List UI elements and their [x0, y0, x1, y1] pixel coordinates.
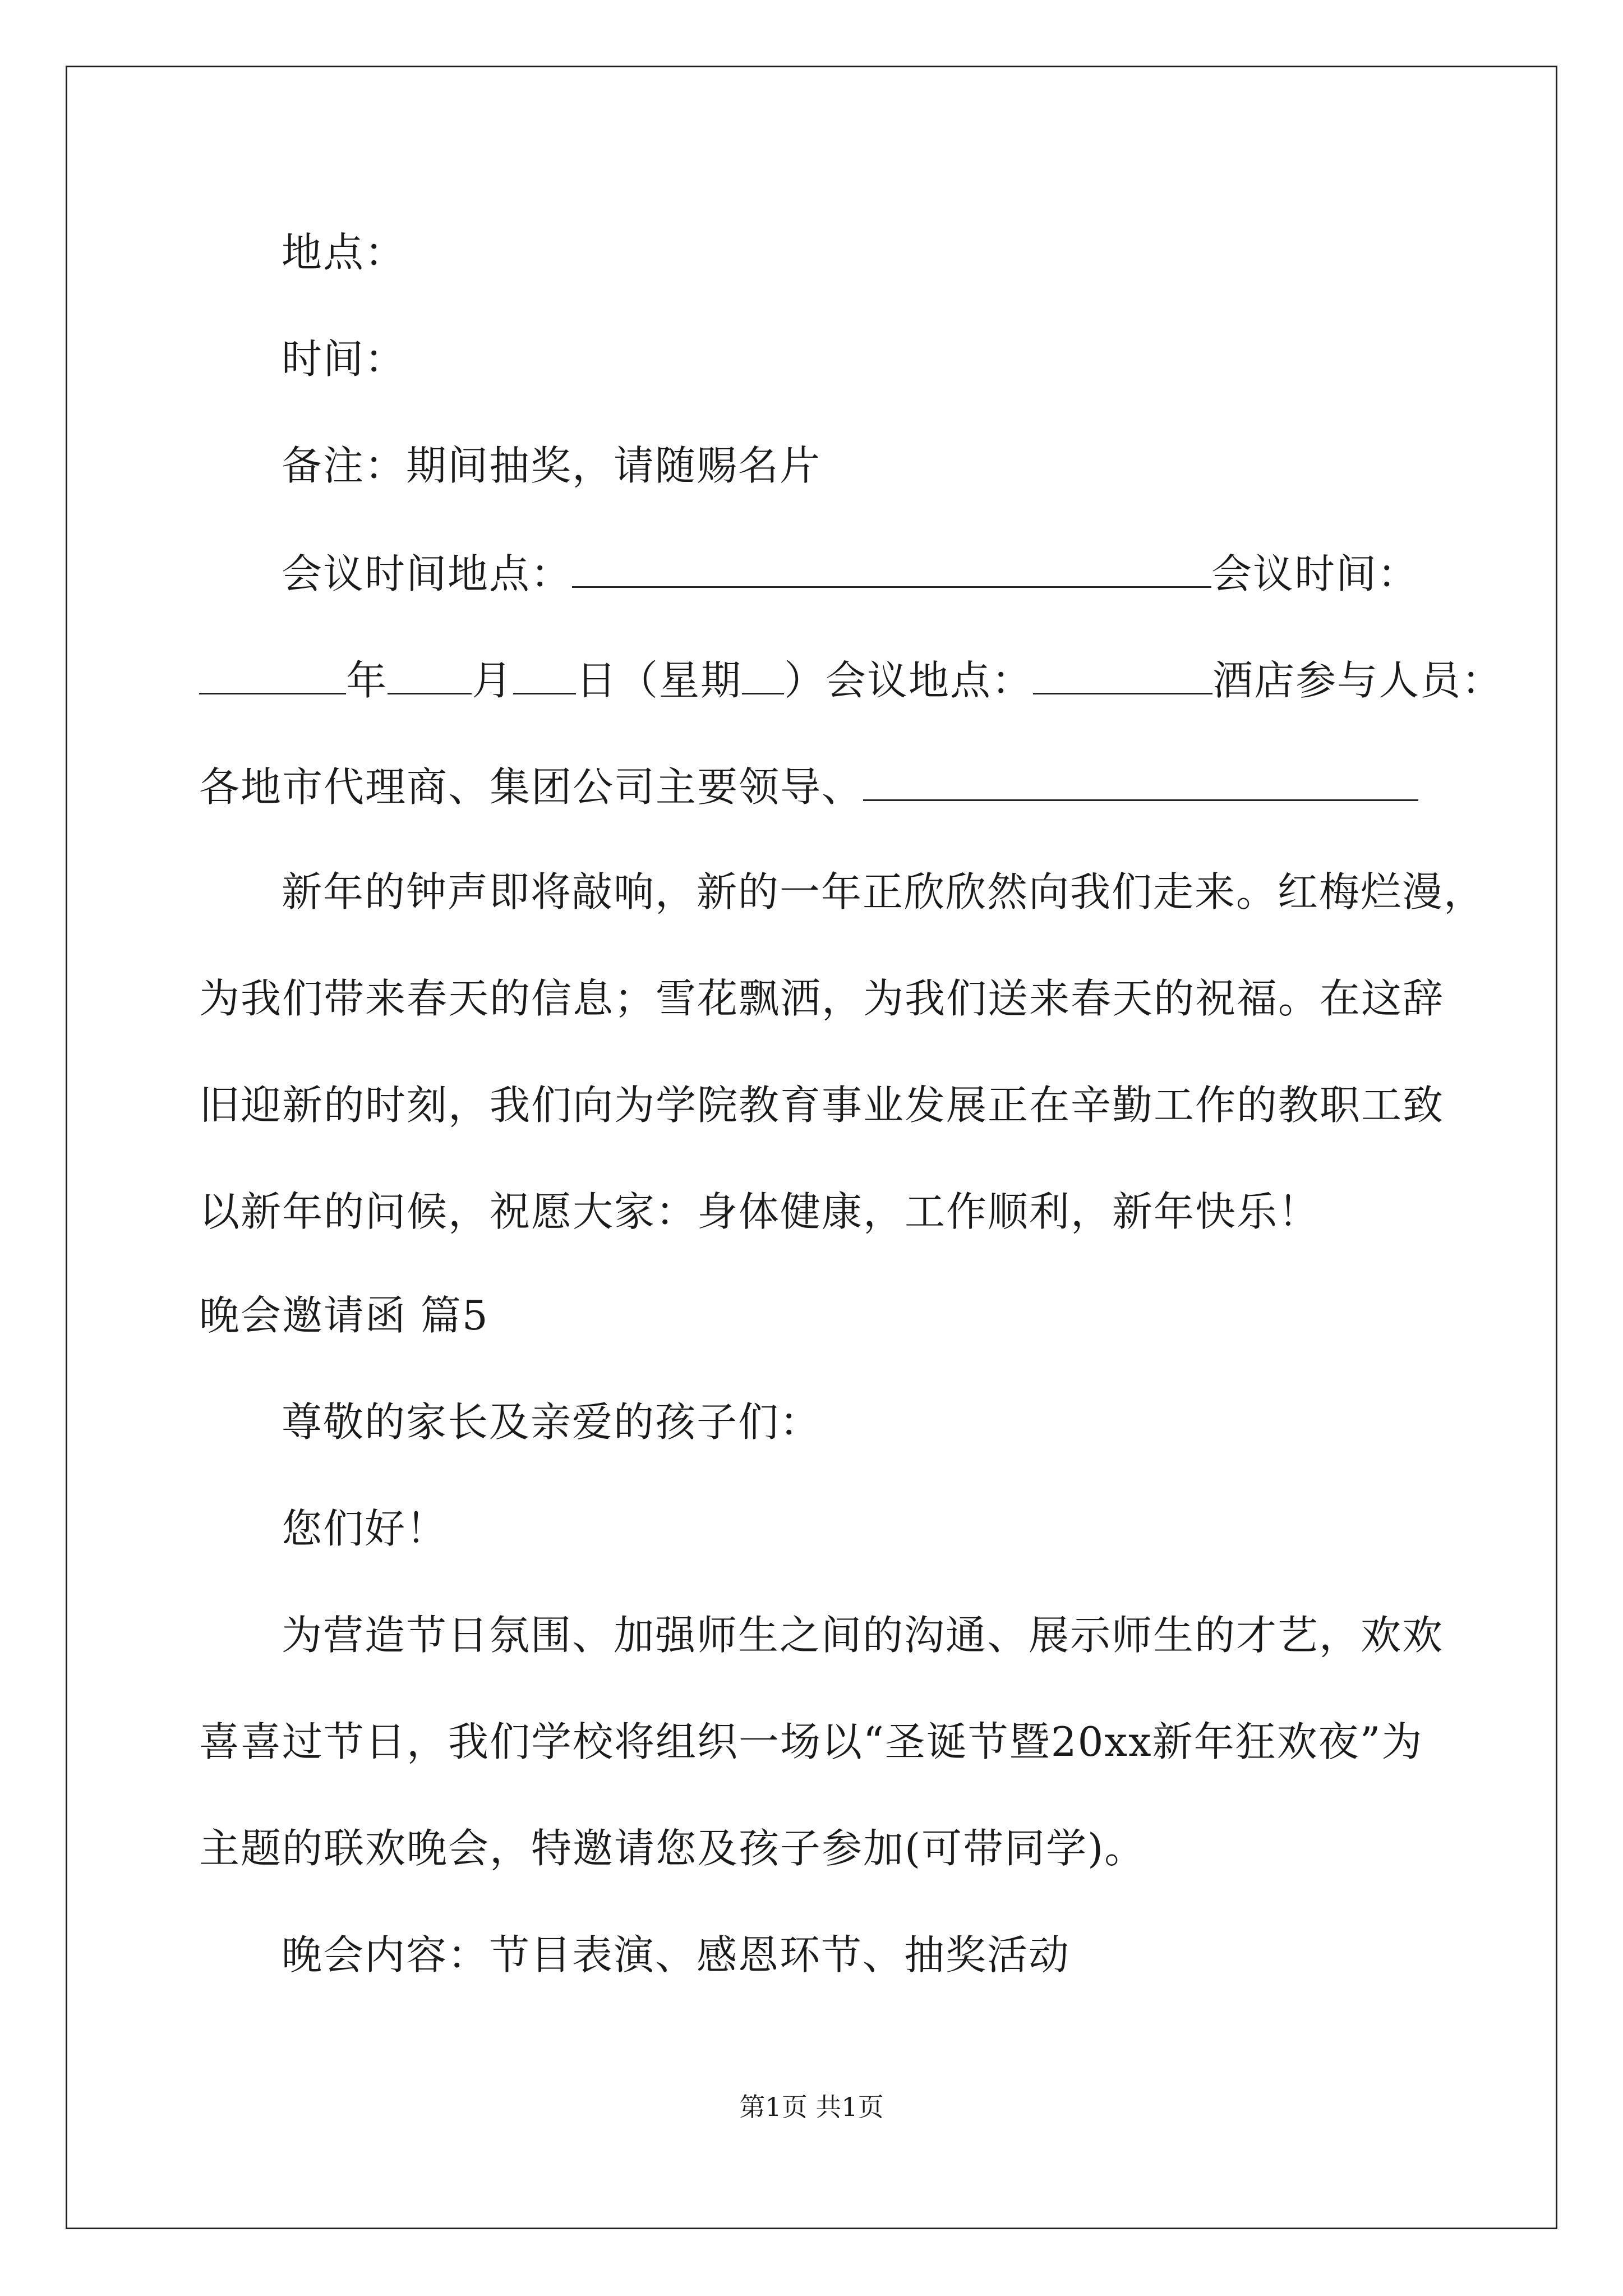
paragraph-line: 喜喜过节日，我们学校将组织一场以“圣诞节暨20xx新年狂欢夜”为: [199, 1718, 1423, 1765]
fill-blank-hotel: [1033, 654, 1212, 694]
paragraph-line: 为营造节日氛围、加强师生之间的沟通、展示师生的才艺，欢欢: [282, 1612, 1444, 1659]
year-label: 年: [346, 657, 388, 704]
meeting-time-place-line: [282, 547, 1419, 599]
paragraph-line: 旧迎新的时刻，我们向为学院教育事业发展正在辛勤工作的教职工致: [199, 1082, 1445, 1129]
meeting-time-label: 会议时间：: [1211, 550, 1419, 597]
hotel-attendees-label: 酒店参与人员：: [1212, 657, 1504, 704]
section-heading: 晚会邀请函 篇5: [199, 1292, 489, 1339]
fill-blank-attendees: [863, 760, 1418, 801]
fill-blank-month: [388, 654, 472, 694]
attendees-line: [199, 760, 1418, 812]
meeting-time-place-label: 会议时间地点：: [282, 550, 573, 597]
attendees-text: 各地市代理商、集团公司主要领导、: [199, 763, 864, 811]
time-label: 时间：: [282, 335, 407, 383]
meeting-date-line: [199, 654, 1503, 706]
meeting-place-label: ）会议地点：: [784, 657, 1034, 704]
paragraph-line: 以新年的问候，祝愿大家：身体健康，工作顺利，新年快乐！: [199, 1188, 1320, 1235]
program-content-line: 晚会内容：节目表演、感恩环节、抽奖活动: [282, 1931, 1071, 1978]
fill-blank-day: [513, 654, 576, 694]
salutation: 尊敬的家长及亲爱的孩子们：: [282, 1398, 822, 1446]
month-label: 月: [472, 657, 514, 704]
fill-blank-weekday: [742, 654, 784, 694]
note-line: 备注：期间抽奖，请随赐名片: [282, 442, 822, 489]
day-weekday-label: 日（星期: [576, 657, 743, 704]
fill-blank: [572, 547, 1211, 588]
location-label: 地点：: [282, 229, 407, 276]
page-number-footer: 第1页 共1页: [739, 2092, 884, 2122]
paragraph-line: 主题的联欢晚会，特邀请您及孩子参加(可带同学)。: [199, 1825, 1146, 1872]
page-border: [66, 66, 1557, 2229]
paragraph-line: 为我们带来春天的信息；雪花飘洒，为我们送来春天的祝福。在这辞: [199, 975, 1445, 1022]
greeting: 您们好！: [282, 1505, 448, 1552]
fill-blank-year: [199, 654, 346, 694]
paragraph-line: 新年的钟声即将敲响，新的一年正欣欣然向我们走来。红梅烂漫，: [282, 868, 1486, 915]
